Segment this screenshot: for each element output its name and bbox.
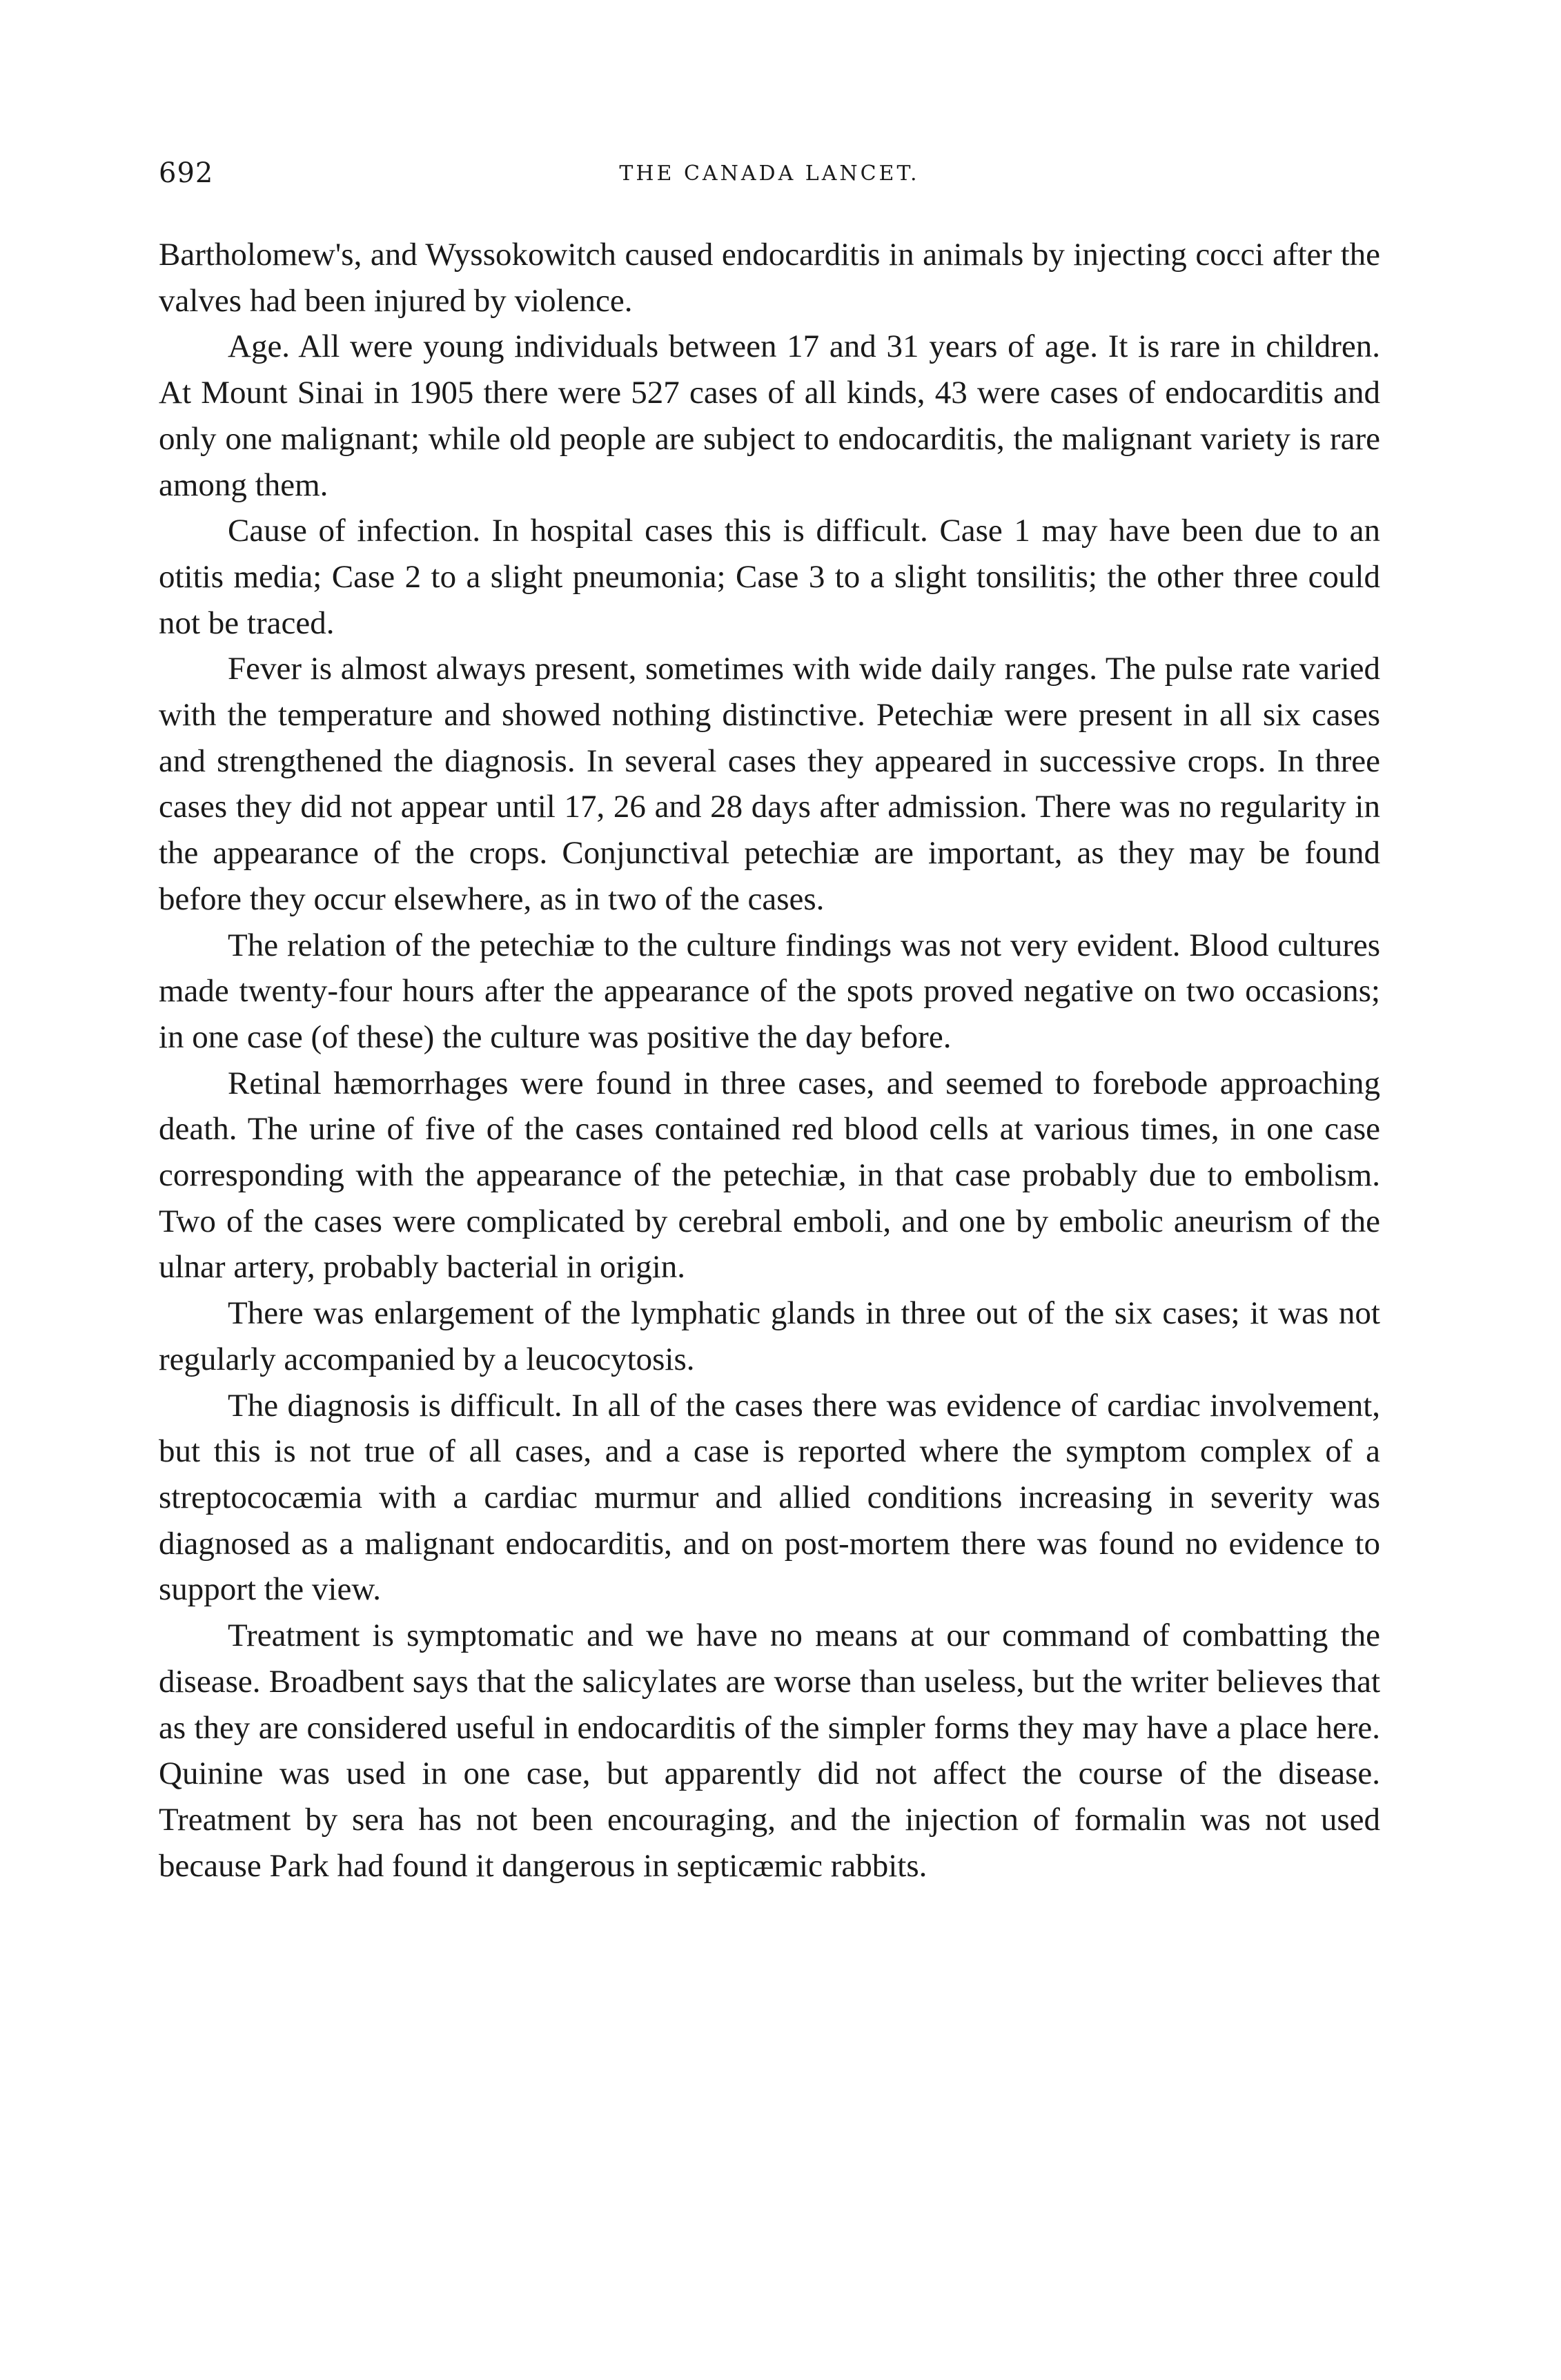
paragraph-treatment: Treatment is symptomatic and we have no means at our command of combatting the disease. Broadbent says that the salicylates are worse than useless, but the writer believes that as they are considered useful in endocarditis of the simpler forms they may have a place here. Quinine was used in one case, but apparently did not affect the course of the disease. Treatment by sera has not been encouraging, and the injection of formalin was not used because Park had found it dangerous in septicæmic rabbits. bbox=[159, 1617, 1380, 1884]
page-header bbox=[159, 157, 1380, 206]
paragraph-petechiae-culture: The relation of the petechiæ to the culture findings was not very evident. Blood cultures made twenty-four hours after the appearance of the spots proved negative on two occasions; in one case (of these) the culture was positive the day before. bbox=[159, 927, 1380, 1055]
paragraph-diagnosis: The diagnosis is difficult. In all of the cases there was evidence of cardiac involvement, but this is not true of all cases, and a case is reported where the symptom complex of a streptococæmia with a cardiac murmur and allied conditions increasing in severity was diagnosed as a malignant endocarditis, and on post-mortem there was found no evidence to support the view. bbox=[159, 1387, 1380, 1608]
paragraph-age: Age. All were young individuals between 17 and 31 years of age. It is rare in children. At Mount Sinai in 1905 there were 527 cases of all kinds, 43 were cases of endocarditis and only one malignant; while old people are subject to endocarditis, the malignant variety is rare among them. bbox=[159, 328, 1380, 503]
page-number: 692 bbox=[159, 157, 214, 189]
body-text bbox=[159, 232, 1380, 1889]
paragraph-fever: Fever is almost always present, sometimes with wide daily ranges. The pulse rate varied with the temperature and showed nothing distinctive. Petechiæ were present in all six cases and strengthened the diagnosis. In several cases they appeared in successive crops. In three cases they did not appear until 17, 26 and 28 days after admission. There was no regularity in the appearance of the crops. Conjunctival petechiæ are important, as they may be found before they occur elsewhere, as in two of the cases. bbox=[159, 651, 1380, 917]
paragraph-lymphatic-glands: There was enlargement of the lymphatic glands in three out of the six cases; it was not regularly accompanied by a leucocytosis. bbox=[159, 1295, 1380, 1377]
paragraph-retinal-haemorrhages: Retinal hæmorrhages were found in three cases, and seemed to forebode approaching death. The urine of five of the cases contained red blood cells at various times, in one case corresponding with the appearance of the petechiæ, in that case probably due to embolism. Two of the cases were complicated by cerebral emboli, and one by embolic aneurism of the ulnar artery, probably bacterial in origin. bbox=[159, 1065, 1380, 1286]
paragraph-continuation: Bartholomew's, and Wyssokowitch caused endocarditis in animals by injecting cocci after the valves had been injured by violence. bbox=[159, 237, 1380, 319]
running-title: THE CANADA LANCET. bbox=[619, 161, 920, 186]
paragraph-cause-of-infection: Cause of infection. In hospital cases this is difficult. Case 1 may have been due to an otitis media; Case 2 to a slight pneumonia; Case 3 to a slight tonsilitis; the other three could not be traced. bbox=[159, 513, 1380, 641]
